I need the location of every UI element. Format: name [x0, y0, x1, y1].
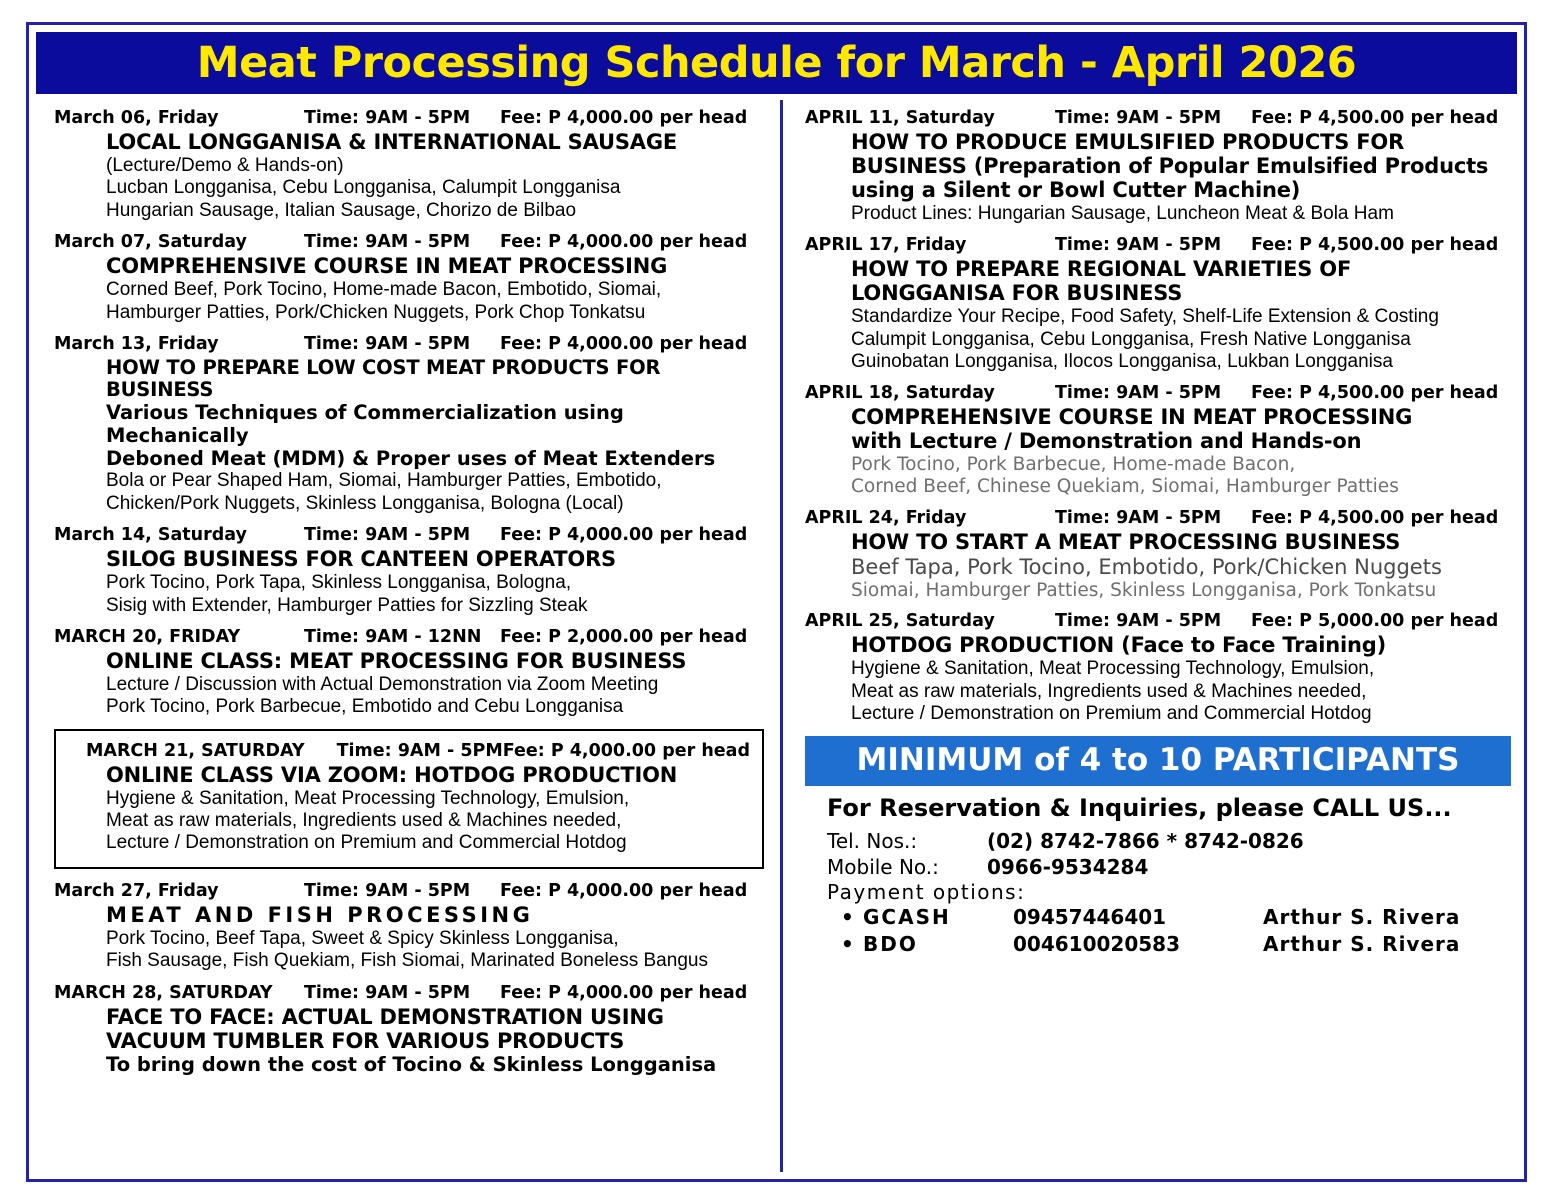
entry-time: Time: 9AM - 5PM [304, 982, 471, 1003]
entry-time: Time: 9AM - 5PM [304, 108, 471, 128]
entry-detail-line: Corned Beef, Pork Tocino, Home-made Bacon, Embotido, Siomai, [106, 279, 662, 301]
contact-heading: For Reservation & Inquiries, please CALL US... [827, 793, 1452, 822]
entry-header [54, 334, 764, 354]
bullet-icon: • [841, 931, 854, 956]
entry-heading-line: LOCAL LONGGANISA & INTERNATIONAL SAUSAGE [106, 130, 678, 154]
entry-fee: Fee: P 4,000.00 per head [502, 740, 750, 761]
entry-heading-line: ONLINE CLASS VIA ZOOM: HOTDOG PRODUCTION [106, 762, 678, 787]
entry-body [54, 548, 764, 617]
entry-header [805, 383, 1511, 403]
entry-detail-line: Siomai, Hamburger Patties, Skinless Longganisa, Pork Tonkatsu [851, 579, 1437, 601]
schedule-entry[interactable] [805, 611, 1511, 725]
page-title: Meat Processing Schedule for March - April 2026 [196, 38, 1357, 88]
entry-detail-line: Pork Tocino, Beef Tapa, Sweet & Spicy Skinless Longganisa, [106, 927, 619, 949]
entry-heading-line: ONLINE CLASS: MEAT PROCESSING FOR BUSINESS [106, 648, 687, 673]
entry-heading-line: using a Silent or Bowl Cutter Machine) [851, 177, 1301, 202]
entry-header [54, 232, 764, 252]
entry-fee: Fee: P 5,000.00 per head [1251, 611, 1499, 632]
payment-account-owner: Arthur S. Rivera [1263, 904, 1461, 929]
entry-header [54, 525, 764, 545]
entry-header [805, 611, 1511, 631]
entry-detail-line: Hygiene & Sanitation, Meat Processing Technology, Emulsion, [851, 658, 1375, 680]
schedule-entry[interactable] [54, 232, 764, 324]
entry-fee: Fee: P 4,500.00 per head [1251, 235, 1499, 256]
entry-detail-line: Bola or Pear Shaped Ham, Siomai, Hamburger Patties, Embotido, [106, 470, 662, 492]
entry-body [54, 904, 764, 973]
entry-time: Time: 9AM - 5PM [1055, 235, 1222, 256]
entry-fee: Fee: P 2,000.00 per head [500, 626, 748, 647]
entry-fee: Fee: P 4,000.00 per head [500, 880, 748, 901]
entry-heading-line: SILOG BUSINESS FOR CANTEEN OPERATORS [106, 547, 616, 572]
schedule-entry[interactable] [54, 881, 764, 973]
mobile-row [827, 854, 1511, 880]
entry-fee: Fee: P 4,000.00 per head [500, 232, 748, 253]
mobile-label: Mobile No.: [827, 854, 939, 879]
entry-heading-line: (Lecture/Demo & Hands-on) [106, 154, 344, 176]
entry-header [54, 881, 764, 901]
entry-time: Time: 9AM - 5PM [304, 232, 471, 253]
entry-heading-line: BUSINESS (Preparation of Popular Emulsified Products [851, 153, 1489, 178]
entry-detail-line: Guinobatan Longganisa, Ilocos Longganisa, Lukban Longganisa [851, 350, 1393, 372]
entry-time: Time: 9AM - 5PM [304, 880, 471, 901]
entry-fee: Fee: P 4,000.00 per head [500, 108, 748, 128]
column-divider [780, 100, 783, 1172]
entry-heading-line: HOW TO PRODUCE EMULSIFIED PRODUCTS FOR [851, 130, 1405, 154]
entry-body [805, 258, 1511, 373]
schedule-entry[interactable] [805, 108, 1511, 225]
entry-detail-line: To bring down the cost of Tocino & Skinless Longganisa [106, 1053, 717, 1077]
entry-header [54, 627, 764, 647]
entry-time: Time: 9AM - 5PM [336, 740, 503, 761]
mobile-value[interactable]: 0966-9534284 [987, 854, 1149, 879]
entry-detail-line: Deboned Meat (MDM) & Proper uses of Meat Extenders [106, 447, 716, 471]
entry-detail-line: Various Techniques of Commercialization using Mechanically [106, 401, 624, 448]
entry-header [805, 508, 1511, 528]
entry-time: Time: 9AM - 5PM [1055, 108, 1222, 128]
entry-date: APRIL 24, Friday [805, 507, 967, 528]
telephone-label: Tel. Nos.: [827, 828, 918, 853]
entry-date: March 27, Friday [54, 880, 219, 901]
highlighted-schedule-entry[interactable] [54, 729, 764, 869]
payment-options-label: Payment options: [827, 879, 1026, 904]
entry-detail-line: Lecture / Demonstration on Premium and Commercial Hotdog [106, 832, 627, 854]
right-column [789, 100, 1517, 1172]
entry-detail-line: Hungarian Sausage, Italian Sausage, Chorizo de Bilbao [106, 199, 577, 221]
schedule-entry[interactable] [54, 983, 764, 1077]
entry-heading-line: with Lecture / Demonstration and Hands-on [851, 429, 1362, 454]
entry-body [54, 650, 764, 719]
schedule-columns [36, 100, 1517, 1172]
payment-method-name: GCASH [863, 904, 951, 929]
schedule-entry[interactable] [805, 383, 1511, 498]
entry-fee: Fee: P 4,000.00 per head [500, 525, 748, 546]
entry-header [805, 108, 1511, 128]
entry-heading-line: COMPREHENSIVE COURSE IN MEAT PROCESSING [851, 405, 1413, 430]
entry-detail-line: Product Lines: Hungarian Sausage, Luncheon Meat & Bola Ham [851, 202, 1394, 224]
payment-row [827, 931, 1511, 958]
payment-account-number[interactable]: 09457446401 [1013, 904, 1167, 929]
entry-header [54, 983, 764, 1003]
entry-date: APRIL 17, Friday [805, 235, 967, 256]
payment-method-name: BDO [863, 931, 918, 956]
minimum-participants-text: MINIMUM of 4 to 10 PARTICIPANTS [856, 741, 1460, 778]
entry-time: Time: 9AM - 5PM [1055, 383, 1222, 404]
entry-detail-line: Hygiene & Sanitation, Meat Processing Technology, Emulsion, [106, 787, 630, 809]
payment-account-owner: Arthur S. Rivera [1263, 931, 1461, 956]
entry-heading-line: COMPREHENSIVE COURSE IN MEAT PROCESSING [106, 254, 668, 279]
entry-detail-line: Lucban Longganisa, Cebu Longganisa, Calumpit Longganisa [106, 177, 621, 199]
entry-detail-line: Standardize Your Recipe, Food Safety, Shelf-Life Extension & Costing [851, 306, 1439, 328]
entry-detail-line: Beef Tapa, Pork Tocino, Embotido, Pork/Chicken Nuggets [851, 554, 1442, 579]
entry-body [68, 764, 750, 855]
entry-date: MARCH 21, SATURDAY [86, 740, 305, 761]
entry-date: MARCH 20, FRIDAY [54, 626, 241, 647]
minimum-participants-banner [805, 736, 1511, 786]
entry-heading-line: HOW TO PREPARE LOW COST MEAT PRODUCTS FOR BUSINESS [106, 355, 661, 402]
entry-heading-line: FACE TO FACE: ACTUAL DEMONSTRATION USING [106, 1004, 664, 1029]
entry-date: MARCH 28, SATURDAY [54, 982, 273, 1003]
schedule-entry[interactable] [805, 235, 1511, 373]
entry-header [54, 108, 764, 128]
entry-date: March 06, Friday [54, 108, 219, 128]
payment-account-number[interactable]: 004610020583 [1013, 931, 1180, 956]
entry-time: Time: 9AM - 5PM [304, 525, 471, 546]
entry-date: APRIL 18, Saturday [805, 383, 995, 404]
telephone-value[interactable]: (02) 8742-7866 * 8742-0826 [987, 828, 1304, 853]
entry-date: March 07, Saturday [54, 232, 247, 253]
entry-body [805, 406, 1511, 498]
entry-detail-line: Lecture / Demonstration on Premium and Commercial Hotdog [851, 703, 1372, 725]
bullet-icon: • [841, 904, 854, 929]
entry-detail-line: Hamburger Patties, Pork/Chicken Nuggets, Pork Chop Tonkatsu [106, 301, 646, 323]
entry-detail-line: Pork Tocino, Pork Tapa, Skinless Longganisa, Bologna, [106, 572, 572, 594]
entry-detail-line: Sisig with Extender, Hamburger Patties for Sizzling Steak [106, 594, 588, 616]
entry-heading-line: VACUUM TUMBLER FOR VARIOUS PRODUCTS [106, 1028, 625, 1053]
payment-row [827, 904, 1511, 931]
left-column [36, 100, 774, 1172]
telephone-row [827, 828, 1511, 854]
entry-fee: Fee: P 4,500.00 per head [1251, 507, 1499, 528]
entry-detail-line: Pork Tocino, Pork Barbecue, Home-made Bacon, [851, 454, 1296, 476]
entry-header [805, 235, 1511, 255]
entry-heading-line: LONGGANISA FOR BUSINESS [851, 281, 1183, 306]
entry-fee: Fee: P 4,500.00 per head [1251, 383, 1499, 404]
entry-heading-line: MEAT AND FISH PROCESSING [106, 902, 534, 927]
entry-detail-line: Fish Sausage, Fish Quekiam, Fish Siomai, Marinated Boneless Bangus [106, 950, 708, 972]
entry-date: March 14, Saturday [54, 525, 247, 546]
entry-time: Time: 9AM - 5PM [304, 333, 471, 354]
schedule-entry[interactable] [54, 627, 764, 719]
schedule-entry[interactable] [54, 108, 764, 222]
entry-detail-line: Chicken/Pork Nuggets, Skinless Longganisa, Bologna (Local) [106, 492, 624, 514]
schedule-entry[interactable] [805, 508, 1511, 602]
schedule-entry[interactable] [54, 334, 764, 515]
entry-body [54, 1006, 764, 1077]
entry-fee: Fee: P 4,000.00 per head [500, 333, 748, 354]
entry-date: APRIL 25, Saturday [805, 611, 995, 632]
entry-body [805, 131, 1511, 225]
entry-detail-line: Meat as raw materials, Ingredients used & Machines needed, [106, 810, 622, 831]
entry-time: Time: 9AM - 5PM [1055, 611, 1222, 632]
entry-body [805, 634, 1511, 725]
entry-fee: Fee: P 4,500.00 per head [1251, 108, 1499, 128]
entry-heading-line: HOTDOG PRODUCTION (Face to Face Training) [851, 633, 1386, 658]
entry-body [54, 255, 764, 324]
schedule-entry[interactable] [54, 525, 764, 617]
entry-body [54, 357, 764, 515]
entry-time: Time: 9AM - 12NN [304, 626, 482, 647]
entry-body [805, 531, 1511, 602]
entry-time: Time: 9AM - 5PM [1055, 507, 1222, 528]
entry-detail-line: Calumpit Longganisa, Cebu Longganisa, Fresh Native Longganisa [851, 328, 1411, 350]
entry-header [68, 741, 750, 761]
contact-block [805, 786, 1511, 958]
entry-fee: Fee: P 4,000.00 per head [500, 982, 748, 1003]
entry-heading-line: HOW TO PREPARE REGIONAL VARIETIES OF [851, 257, 1352, 282]
entry-detail-line: Pork Tocino, Pork Barbecue, Embotido and Cebu Longganisa [106, 696, 624, 718]
entry-date: March 13, Friday [54, 333, 219, 354]
entry-body [54, 131, 764, 222]
poster-title-bar [36, 32, 1517, 94]
entry-heading-line: HOW TO START A MEAT PROCESSING BUSINESS [851, 529, 1401, 554]
entry-detail-line: Corned Beef, Chinese Quekiam, Siomai, Hamburger Patties [851, 476, 1399, 498]
entry-detail-line: Lecture / Discussion with Actual Demonstration via Zoom Meeting [106, 673, 659, 695]
entry-date: APRIL 11, Saturday [805, 108, 995, 128]
entry-detail-line: Meat as raw materials, Ingredients used & Machines needed, [851, 680, 1367, 702]
